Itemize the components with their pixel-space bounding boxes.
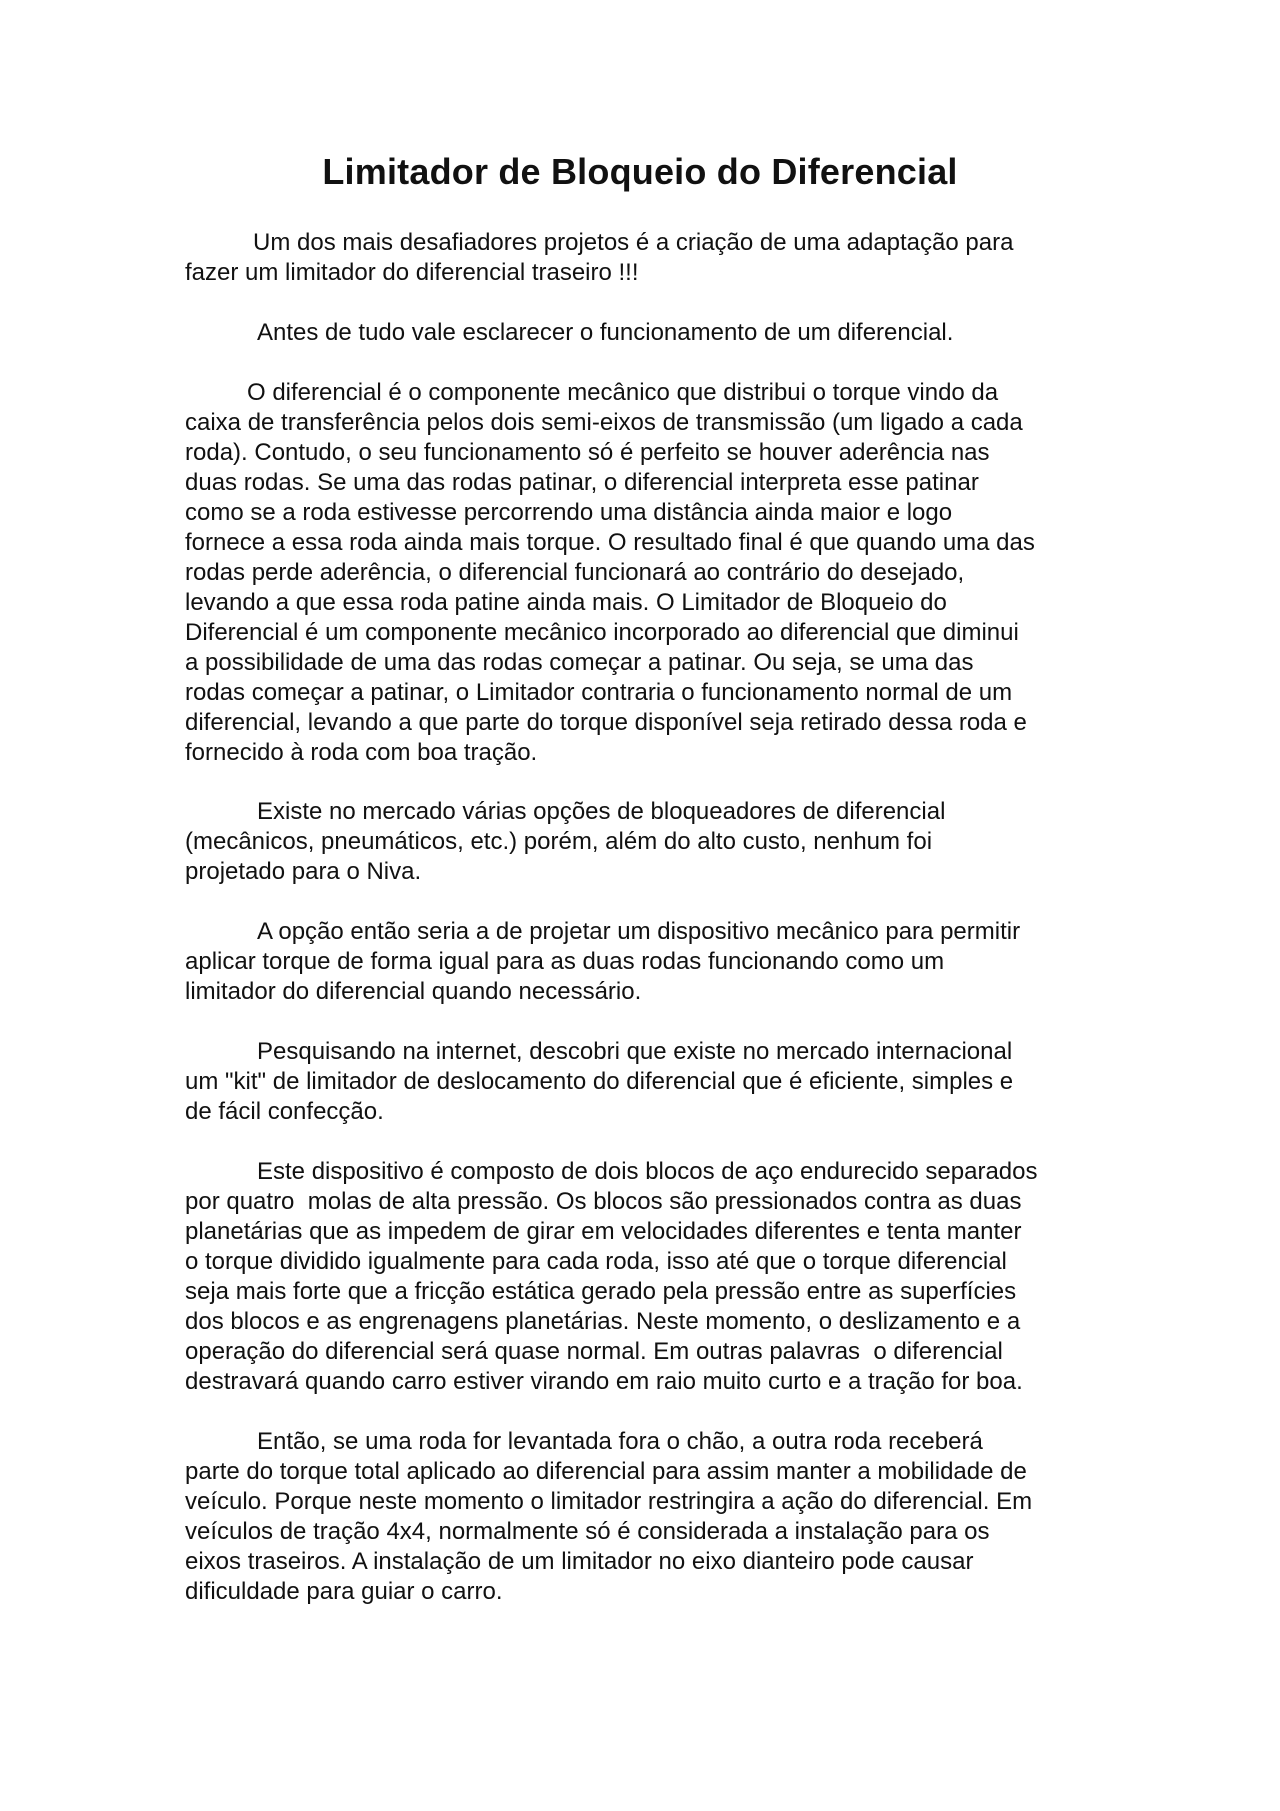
text-line: por quatro molas de alta pressão. Os blocos são pressionados contra as duas [185, 1188, 1022, 1215]
paragraph-preface [185, 318, 1105, 348]
text-line: Antes de tudo vale esclarecer o funcionamento de um diferencial. [257, 319, 954, 346]
paragraph-design-option [185, 917, 1105, 1007]
text-line: rodas começar a patinar, o Limitador contraria o funcionamento normal de um [185, 679, 1013, 706]
text-line: limitador do diferencial quando necessário. [185, 978, 642, 1005]
text-line: diferencial, levando a que parte do torque disponível seja retirado dessa roda e [185, 709, 1027, 736]
text-line: duas rodas. Se uma das rodas patinar, o diferencial interpreta esse patinar [185, 469, 979, 496]
text-line: fornecido à roda com boa tração. [185, 739, 538, 766]
text-line: veículo. Porque neste momento o limitador restringira a ação do diferencial. Em [185, 1488, 1033, 1515]
text-line: A opção então seria a de projetar um dispositivo mecânico para permitir [257, 918, 1021, 945]
text-line: (mecânicos, pneumáticos, etc.) porém, além do alto custo, nenhum foi [185, 828, 933, 855]
text-line: parte do torque total aplicado ao diferencial para assim manter a mobilidade de [185, 1458, 1027, 1485]
text-line: projetado para o Niva. [185, 858, 422, 885]
text-line: de fácil confecção. [185, 1098, 384, 1125]
text-line: a possibilidade de uma das rodas começar a patinar. Ou seja, se uma das [185, 649, 974, 676]
paragraph-device-description [185, 1157, 1105, 1397]
text-line: Diferencial é um componente mecânico incorporado ao diferencial que diminui [185, 619, 1019, 646]
document-title: Limitador de Bloqueio do Diferencial [322, 151, 958, 192]
paragraph-intro [185, 228, 1105, 288]
text-line: roda). Contudo, o seu funcionamento só é perfeito se houver aderência nas [185, 439, 990, 466]
text-line: dos blocos e as engrenagens planetárias. Neste momento, o deslizamento e a [185, 1308, 1021, 1335]
paragraph-research [185, 1037, 1105, 1127]
text-line: fazer um limitador do diferencial traseiro !!! [185, 259, 639, 286]
paragraph-differential-explanation [185, 378, 1105, 768]
text-line: Existe no mercado várias opções de bloqueadores de diferencial [257, 798, 946, 825]
text-line: veículos de tração 4x4, normalmente só é considerada a instalação para os [185, 1518, 990, 1545]
paragraph-conclusion [185, 1427, 1105, 1607]
text-line: levando a que essa roda patine ainda mais. O Limitador de Bloqueio do [185, 589, 947, 616]
text-line: Pesquisando na internet, descobri que existe no mercado internacional [257, 1038, 1013, 1065]
text-line: Este dispositivo é composto de dois blocos de aço endurecido separados [257, 1158, 1038, 1185]
text-line: destravará quando carro estiver virando em raio muito curto e a tração for boa. [185, 1368, 1023, 1395]
text-line: fornece a essa roda ainda mais torque. O resultado final é que quando uma das [185, 529, 1035, 556]
text-line: aplicar torque de forma igual para as duas rodas funcionando como um [185, 948, 945, 975]
text-line: como se a roda estivesse percorrendo uma distância ainda maior e logo [185, 499, 953, 526]
text-line: planetárias que as impedem de girar em velocidades diferentes e tenta manter [185, 1218, 1022, 1245]
text-line: dificuldade para guiar o carro. [185, 1578, 503, 1605]
text-line: Um dos mais desafiadores projetos é a criação de uma adaptação para [253, 229, 1014, 256]
text-line: rodas perde aderência, o diferencial funcionará ao contrário do desejado, [185, 559, 965, 586]
text-line: um "kit" de limitador de deslocamento do diferencial que é eficiente, simples e [185, 1068, 1014, 1095]
text-line: o torque dividido igualmente para cada roda, isso até que o torque diferencial [185, 1248, 1007, 1275]
text-line: O diferencial é o componente mecânico que distribui o torque vindo da [247, 379, 999, 406]
text-line: seja mais forte que a fricção estática gerado pela pressão entre as superfícies [185, 1278, 1017, 1305]
paragraph-market-options [185, 797, 1105, 887]
text-line: Então, se uma roda for levantada fora o chão, a outra roda receberá [257, 1428, 983, 1455]
text-line: caixa de transferência pelos dois semi-eixos de transmissão (um ligado a cada [185, 409, 1023, 436]
text-line: operação do diferencial será quase normal. Em outras palavras o diferencial [185, 1338, 1003, 1365]
text-line: eixos traseiros. A instalação de um limitador no eixo dianteiro pode causar [185, 1548, 974, 1575]
